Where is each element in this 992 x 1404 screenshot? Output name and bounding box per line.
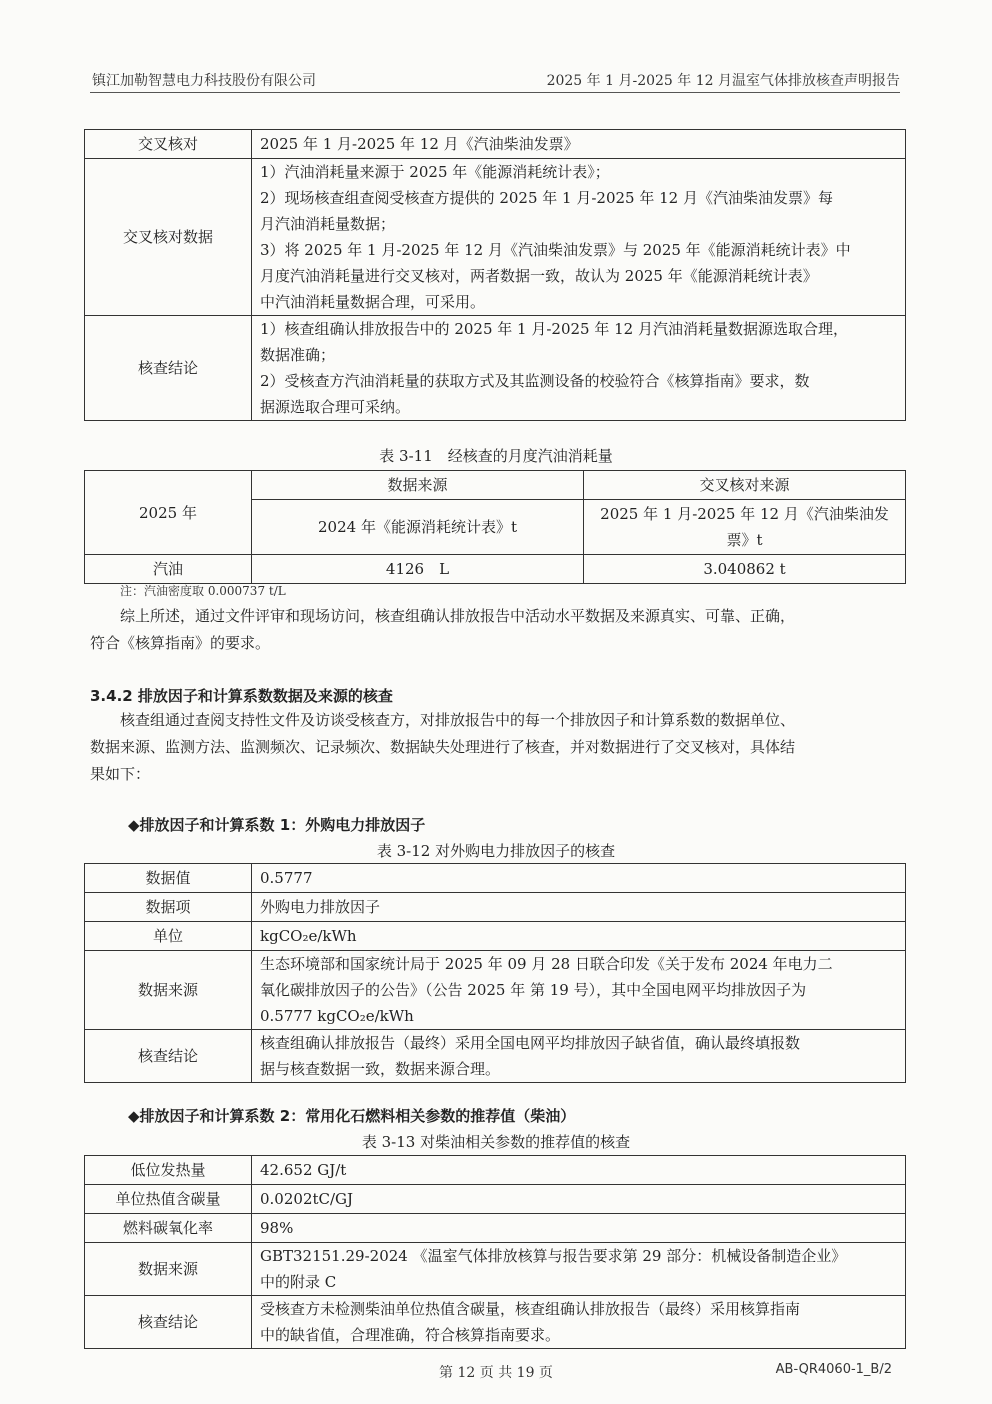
table-caption: 表 3-11 经核查的月度汽油消耗量	[379, 447, 613, 465]
section-heading: 3.4.2 排放因子和计算系数数据及来源的核查	[90, 687, 393, 705]
text-line: 2）现场核查组查阅受核查方提供的 2025 年 1 月-2025 年 12 月《汽油柴油发票》每	[260, 189, 833, 207]
text-line: 1）核查组确认排放报告中的 2025 年 1 月-2025 年 12 月汽油消耗量数据源选取合理，	[260, 320, 848, 338]
cross-check-table	[84, 129, 906, 421]
text-line: 2）受核查方汽油消耗量的获取方式及其监测设备的校验符合《核算指南》要求，数	[260, 372, 810, 390]
row-key: 燃料碳氧化率	[85, 1214, 252, 1243]
table-row	[85, 893, 906, 922]
row-key: 数据项	[85, 893, 252, 922]
row-value	[252, 316, 906, 421]
text-line: 受核查方未检测柴油单位热值含碳量，核查组确认排放报告（最终）采用核算指南	[260, 1300, 801, 1318]
year-cell: 2025 年	[85, 471, 252, 555]
table-row	[85, 922, 906, 951]
text-line: 月度汽油消耗量进行交叉核对，两者数据一致，故认为 2025 年《能源消耗统计表》	[260, 267, 818, 285]
text-line: 1）汽油消耗量来源于 2025 年《能源消耗统计表》；	[260, 163, 610, 181]
row-key: 数据值	[85, 864, 252, 893]
text-line: 中的缺省值，合理准确，符合核算指南要求。	[260, 1326, 561, 1344]
text-line: 数据来源、监测方法、监测频次、记录频次、数据缺失处理进行了核查，并对数据进行了交叉核对，具体结	[90, 738, 796, 756]
table-cell: 3.040862 t	[584, 555, 906, 584]
row-key: 数据来源	[85, 1243, 252, 1296]
row-value: 42.652 GJ/t	[252, 1156, 906, 1185]
row-value	[252, 130, 906, 159]
text-line: 核查组确认排放报告（最终）采用全国电网平均排放因子缺省值，确认最终填报数	[260, 1034, 801, 1052]
table-row	[85, 159, 906, 316]
row-value	[252, 1030, 906, 1083]
text-line: 据与核查数据一致，数据来源合理。	[260, 1060, 501, 1078]
row-key: 交叉核对	[85, 130, 252, 159]
row-key: 单位	[85, 922, 252, 951]
text-line: 0.5777 kgCO₂e/kWh	[260, 1007, 414, 1025]
text-line: 据源选取合理可采纳。	[260, 398, 411, 416]
row-key: 核查结论	[85, 1296, 252, 1349]
document-code: AB-QR4060-1_B/2	[775, 1362, 892, 1377]
table-caption: 表 3-13 对柴油相关参数的推荐值的核查	[361, 1133, 631, 1151]
table-row	[85, 316, 906, 421]
table-row	[85, 951, 906, 1030]
sub-header	[584, 500, 906, 555]
table-row	[85, 1296, 906, 1349]
row-value: 98%	[252, 1214, 906, 1243]
row-value	[252, 1296, 906, 1349]
table-cell: 4126 L	[252, 555, 584, 584]
row-value: 外购电力排放因子	[252, 893, 906, 922]
text-line: 中的附录 C	[260, 1273, 337, 1291]
text-line: 2025 年 1 月-2025 年 12 月《汽油柴油发	[600, 505, 889, 523]
row-key: 低位发热量	[85, 1156, 252, 1185]
text-line: 符合《核算指南》的要求。	[90, 634, 271, 652]
page-number: 第 12 页 共 19 页	[439, 1365, 553, 1381]
row-value	[252, 159, 906, 316]
table-note: 注：汽油密度取 0.000737 t/L	[120, 584, 286, 598]
row-value	[252, 1243, 906, 1296]
row-key: 数据来源	[85, 951, 252, 1030]
text-line: 数据准确；	[260, 346, 336, 364]
table-row	[85, 1243, 906, 1296]
summary-paragraph	[90, 603, 910, 657]
column-header: 交叉核对来源	[584, 471, 906, 500]
text-line: 3）将 2025 年 1 月-2025 年 12 月《汽油柴油发票》与 2025 年《能源消耗统计表》中	[260, 241, 851, 259]
text-line: 月汽油消耗量数据；	[260, 215, 396, 233]
row-value	[252, 951, 906, 1030]
electricity-factor-table	[84, 863, 906, 1083]
row-key: 核查结论	[85, 1030, 252, 1083]
page-header	[90, 68, 900, 93]
row-value: kgCO₂e/kWh	[252, 922, 906, 951]
column-header: 数据来源	[252, 471, 584, 500]
factor-heading: ◆排放因子和计算系数 2：常用化石燃料相关参数的推荐值（柴油）	[128, 1107, 576, 1125]
text-line: 综上所述，通过文件评审和现场访问，核查组确认排放报告中活动水平数据及来源真实、可靠、正确，	[120, 607, 796, 625]
diesel-parameters-table	[84, 1155, 906, 1349]
header-company: 镇江加勒智慧电力科技股份有限公司	[92, 73, 316, 89]
table-row	[85, 864, 906, 893]
sub-header: 2024 年《能源消耗统计表》t	[252, 500, 584, 555]
gasoline-consumption-table	[84, 470, 906, 584]
text-line: 氧化碳排放因子的公告》（公告 2025 年 第 19 号），其中全国电网平均排放因子为	[260, 981, 807, 999]
table-row	[85, 555, 906, 584]
text-line: 中汽油消耗量数据合理，可采用。	[260, 293, 486, 311]
table-row	[85, 471, 906, 500]
row-value: 0.0202tC/GJ	[252, 1185, 906, 1214]
text-line: 生态环境部和国家统计局于 2025 年 09 月 28 日联合印发《关于发布 2024 年电力二	[260, 955, 833, 973]
table-row	[85, 130, 906, 159]
table-row	[85, 1185, 906, 1214]
row-key: 交叉核对数据	[85, 159, 252, 316]
row-label: 汽油	[85, 555, 252, 584]
row-value: 0.5777	[252, 864, 906, 893]
text-line: 票》t	[726, 531, 763, 549]
row-key: 单位热值含碳量	[85, 1185, 252, 1214]
table-row	[85, 1214, 906, 1243]
intro-paragraph	[90, 707, 910, 788]
text-line: 核查组通过查阅支持性文件及访谈受核查方，对排放报告中的每一个排放因子和计算系数的数据单位、	[120, 711, 796, 729]
row-key: 核查结论	[85, 316, 252, 421]
table-row	[85, 1030, 906, 1083]
factor-heading: ◆排放因子和计算系数 1：外购电力排放因子	[128, 816, 426, 834]
text-line: GBT32151.29-2024 《温室气体排放核算与报告要求第 29 部分：机械设备制造企业》	[260, 1247, 847, 1265]
table-caption: 表 3-12 对外购电力排放因子的核查	[376, 842, 616, 860]
text-line: 2025 年 1 月-2025 年 12 月《汽油柴油发票》	[260, 135, 579, 153]
table-row	[85, 1156, 906, 1185]
text-line: 果如下：	[90, 765, 151, 783]
header-report-title: 2025 年 1 月-2025 年 12 月温室气体排放核查声明报告	[546, 73, 900, 89]
